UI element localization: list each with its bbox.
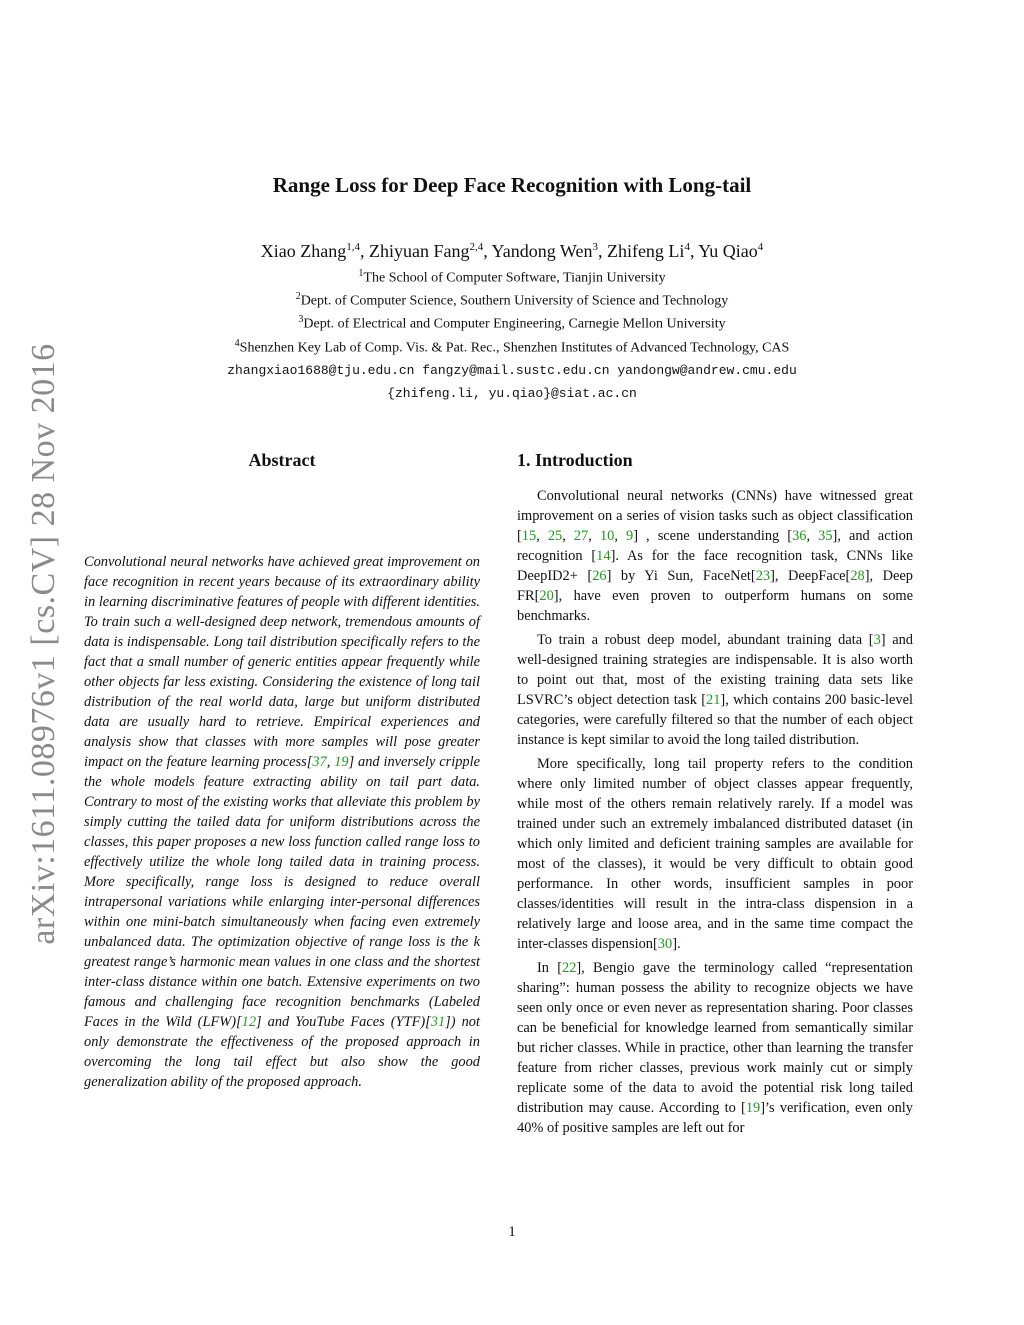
author-affiliation-sup: 4 bbox=[684, 241, 690, 253]
author-name: Yu Qiao bbox=[698, 241, 758, 261]
author-name: Zhiyuan Fang bbox=[368, 241, 470, 261]
intro-paragraph: Convolutional neural networks (CNNs) have witnessed great improvement on a series of vision tasks such as object classification [15, 25, 27, 10, 9] , scene understanding [36, 35], and action recognition [14]. As for the face recognition task, CNNs like DeepID2+ [26] by Yi Sun, FaceNet[23], DeepFace[28], Deep FR[20], have even proven to outperform humans on some benchmarks. bbox=[517, 488, 914, 624]
intro-paragraph: In [22], Bengio gave the terminology called “representation sharing”: human possess the ability to recognize objects we have seen only once or even never as representation sharing. Poor classes can be beneficial for knowledge learned from semantically similar but richer classes. While in practice, other than learning the transfer feature from richer classes, previous work mainly cut or simply replicate some of the data to avoid the potential risk long tailed distribution may cause. According to [19]’s verification, even only 40% of positive samples are left out for bbox=[517, 960, 914, 1136]
abstract-text: Convolutional neural networks have achieved great improvement on face recognition in recent years because of its extraordinary ability in learning discriminative features of people with different identities. To train such a well-designed deep network, tremendous amounts of data is indispensable. Long tail distribution specifically refers to the fact that a small number of generic entities appear frequently while other objects far less existing. Considering the existence of long tail distribution of the real world data, large but uniform distributed data are usually hard to retrieve. Empirical experiences and analysis show that classes with more samples will pose greater impact on the feature learning process[37, 19] and inversely cripple the whole models feature extracting ability on tail part data. Contrary to most of the existing works that alleviate this problem by simply cutting the tailed data for uniform distributions across the classes, this paper proposes a new loss function called range loss to effectively utilize the whole long tailed data in training process. More specifically, range loss is designed to reduce overall intrapersonal variations while enlarging inter-personal differences within one mini-batch simultaneously when facing even extremely unbalanced data. The optimization objective of range loss is the k greatest range’s harmonic mean values in one class and the shortest inter-class distance within one batch. Extensive experiments on two famous and challenging face recognition benchmarks (Labeled Faces in the Wild (LFW)[12] and YouTube Faces (YTF)[31]) not only demonstrate the effectiveness of the proposed approach in overcoming the long tail effect but also show the good generalization ability of the proposed approach. bbox=[84, 554, 480, 1090]
intro-paragraph: To train a robust deep model, abundant training data [3] and well-designed training strategies are indispensable. It is also worth to point out that, most of the existing training data sets like LSVRC’s object detection task [21], which contains 200 basic-level categories, were carefully filtered so that the number of each object instance is kept similar to avoid the long tailed distribution. bbox=[517, 632, 913, 748]
author-affiliation-sup: 4 bbox=[757, 241, 764, 253]
author-name: Xiao Zhang bbox=[260, 241, 347, 261]
paper-title: Range Loss for Deep Face Recognition with Long-tail bbox=[272, 173, 752, 197]
intro-paragraph: More specifically, long tail property refers to the condition where only limited number of object classes appear frequently, while most of the others remain relatively rarely. If a model was trained under such an extremely imbalanced distributed dataset (in which only limited and deficient training samples are available for most of the classes), it would be very difficult to obtain good performance. In other words, insufficient samples in poor classes/identities will result in the intra-class dispension in a relatively large and loose area, and in the same time compact the inter-classes dispension[30]. bbox=[517, 756, 913, 952]
affiliation-4: $^4$Shenzhen Key Lab of Comp. Vis. & Pat. Rec., Shenzhen Institutes of Advanced Technology, CAS bbox=[234, 338, 790, 356]
author-name: Yandong Wen bbox=[491, 241, 593, 261]
author-affiliation-sup: 2,4 bbox=[469, 241, 484, 253]
author-list: Xiao Zhang$^{1,4}$, Zhiyuan Fang$^{2,4}$, Yandong Wen$^3$, Zhifeng Li$^4$, Yu Qiao$^4$ bbox=[260, 241, 764, 261]
email-line-1: zhangxiao1688@tju.edu.cn fangzy@mail.sustc.edu.cn yandongw@andrew.cmu.edu bbox=[227, 363, 797, 378]
page-number: 1 bbox=[508, 1224, 516, 1240]
affiliation-2: $^2$Dept. of Computer Science, Southern University of Science and Technology bbox=[295, 291, 729, 309]
author-affiliation-sup: 1,4 bbox=[346, 241, 360, 253]
affiliation-1: $^1$The School of Computer Software, Tianjin University bbox=[358, 268, 666, 286]
arxiv-side-stamp: arXiv:1611.08976v1 [cs.CV] 28 Nov 2016 bbox=[25, 343, 62, 945]
affiliation-3: $^3$Dept. of Electrical and Computer Engineering, Carnegie Mellon University bbox=[298, 314, 726, 332]
author-affiliation-sup: 3 bbox=[592, 241, 598, 253]
email-line-2: {zhifeng.li, yu.qiao}@siat.ac.cn bbox=[387, 386, 637, 401]
author-name: Zhifeng Li bbox=[606, 241, 685, 261]
introduction-text bbox=[517, 486, 913, 1142]
introduction-heading: 1. Introduction bbox=[517, 450, 633, 470]
abstract-heading: Abstract bbox=[248, 450, 316, 470]
